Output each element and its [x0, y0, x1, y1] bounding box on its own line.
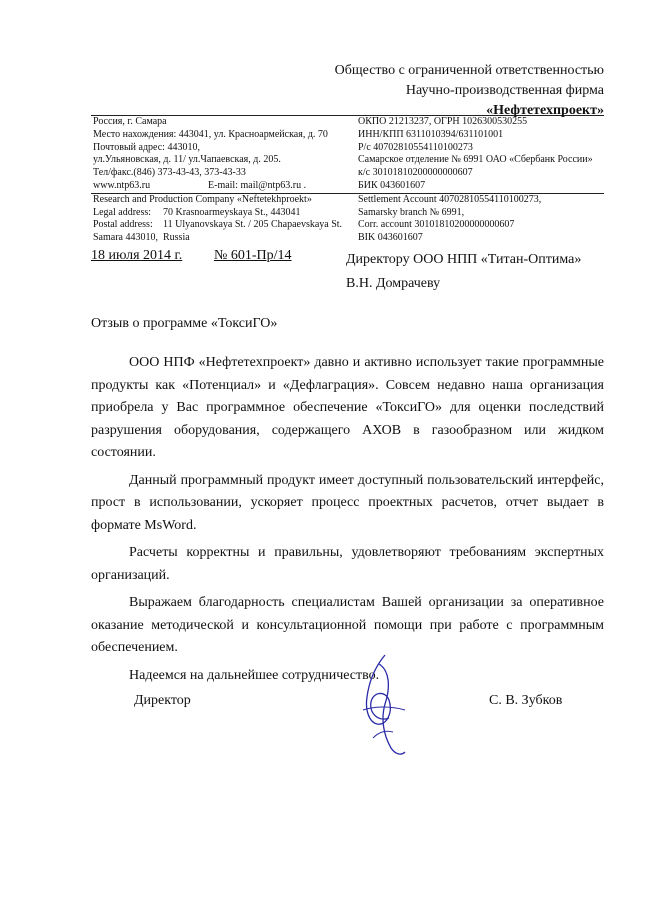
country: Russia: [163, 232, 190, 244]
requisites-ru-left: [91, 116, 348, 194]
req-ru-left-line: Россия, г. Самара: [93, 116, 167, 127]
body-paragraph: Расчеты корректны и правильны, удовлетворяют требованиям экспертных организаций.: [91, 545, 604, 583]
email-link[interactable]: E-mail: mail@ntp63.ru .: [208, 179, 307, 191]
city: Samara 443010,: [93, 232, 158, 244]
addressee-line-1: Директору ООО НПП «Титан-Оптима»: [346, 252, 582, 267]
postal-address-value: 11 Ulyanovskaya St. / 205 Chapaevskaya St.: [163, 219, 343, 231]
req-ru-right-line: к/с 30101810200000000607: [358, 167, 473, 179]
signer-name: С. В. Зубков: [489, 693, 563, 708]
legal-address-value: 70 Krasnoarmeyskaya St., 443041: [163, 206, 301, 218]
postal-address-line: [93, 219, 348, 232]
body-paragraph: ООО НПФ «Нефтетехпроект» давно и активно использует такие программные продукты как «Потенциал» и «Дефлаграция». Совсем недавно наша организация приобрела у Вас программное обеспечение «ТоксиГО» для оценки последствий разрушения оборудования, содержащего АХОВ в газообразном или жидком состоянии.: [91, 355, 604, 460]
city-line: [93, 232, 348, 245]
body-paragraph: Выражаем благодарность специалистам Вашей организации за оперативное оказание методической и консультационной помощи при работе с программным обеспечением.: [91, 595, 604, 655]
letter-body: [91, 352, 604, 692]
requisites-en-right: [348, 193, 604, 245]
letterhead-line-2: Научно-производственная фирма: [405, 83, 604, 98]
req-ru-left-line: ул.Ульяновская, д. 11/ ул.Чапаевская, д. 205.: [93, 154, 281, 166]
req-en-right-line: Samarsky branch № 6991,: [358, 206, 465, 218]
postal-address-label: Postal address:: [93, 219, 153, 231]
req-ru-right-line: ОКПО 21213237, ОГРН 1026300530255: [358, 116, 528, 127]
req-en-right-line: Settlement Account 40702810554110100273,: [358, 193, 542, 205]
addressee: [346, 248, 581, 296]
requisites-en-row: [91, 193, 604, 245]
handwritten-signature: [345, 652, 415, 757]
req-en-right-line: BIK 043601607: [358, 232, 423, 244]
requisites-table: [91, 115, 604, 245]
req-ru-right-line: БИК 043601607: [358, 179, 426, 191]
legal-address-label: Legal address:: [93, 206, 152, 218]
body-paragraph: Надеемся на дальнейшее сотрудничество.: [129, 667, 380, 683]
web-email-line: [93, 180, 348, 193]
letter-number: № 601-Пр/14: [214, 248, 292, 263]
req-ru-right-line: Р/с 40702810554110100273: [358, 141, 473, 153]
company-name: «Нефтетехпроект»: [486, 103, 604, 118]
req-ru-left-line: Почтовый адрес: 443010,: [93, 141, 200, 153]
letterhead-line-1: Общество с ограниченной ответственностью: [334, 63, 604, 78]
req-ru-right-line: ИНН/КПП 6311010394/631101001: [358, 128, 504, 140]
requisites-ru-row: [91, 116, 604, 194]
req-ru-left-line: Место нахождения: 443041, ул. Красноармейская, д. 70: [93, 128, 328, 140]
requisites-ru-right: [348, 116, 604, 194]
req-ru-right-line: Самарское отделение № 6991 ОАО «Сбербанк России»: [358, 154, 593, 166]
website-link[interactable]: www.ntp63.ru: [93, 179, 151, 191]
req-en-right-line: Corr. account 30101810200000000607: [358, 219, 515, 231]
letter-date: 18 июля 2014 г.: [91, 248, 183, 263]
req-ru-left-line: Тел/факс.(846) 373-43-43, 373-43-33: [93, 167, 246, 179]
company-name-en: Research and Production Company «Neftetekhproekt»: [93, 193, 312, 205]
requisites-en-left: [91, 193, 348, 245]
addressee-line-2: В.Н. Домрачеву: [346, 276, 441, 291]
signer-title: Директор: [134, 693, 191, 708]
legal-address-line: [93, 207, 348, 220]
body-paragraph: Данный программный продукт имеет доступный пользовательский интерфейс, прост в использовании, ускоряет процесс проектных расчетов, отчет выдает в формате MsWord.: [91, 472, 604, 533]
letterhead: [184, 61, 604, 121]
letter-subject: Отзыв о программе «ТоксиГО»: [91, 316, 278, 331]
